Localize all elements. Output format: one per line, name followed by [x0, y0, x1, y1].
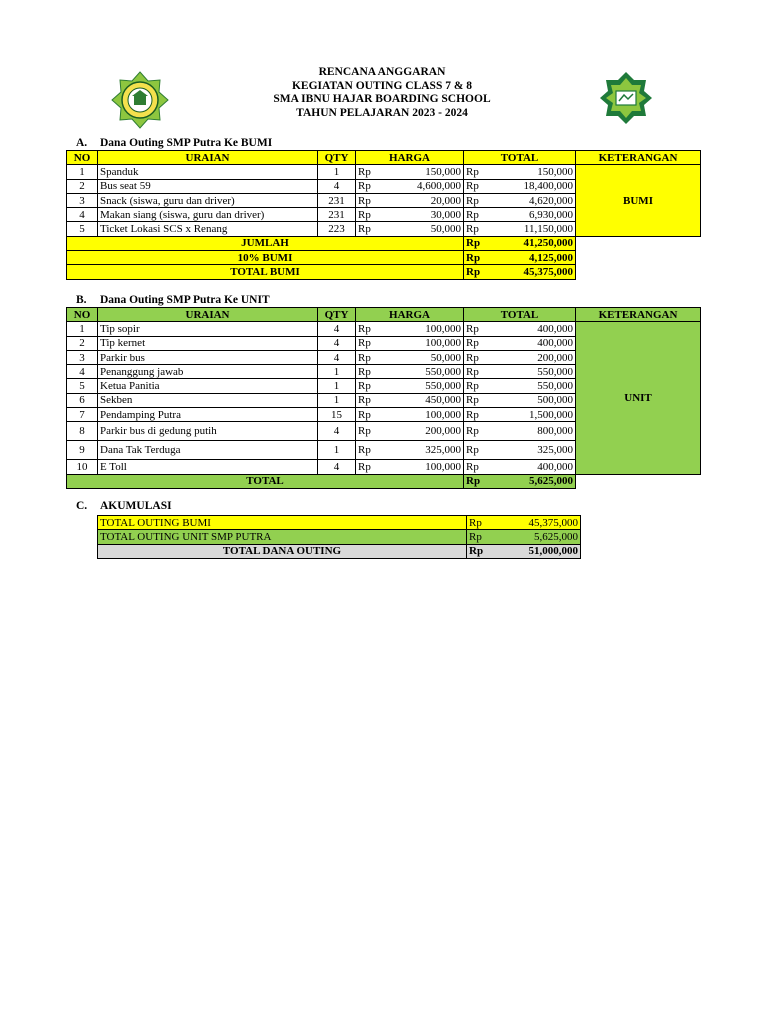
row-uraian: Spanduk — [98, 165, 318, 179]
section-c-letter: C. — [76, 500, 88, 512]
row-total-currency: Rp — [464, 422, 490, 441]
table-c — [97, 515, 581, 559]
total-bumi-value: 45,375,000 — [490, 265, 576, 279]
row-no: 6 — [67, 393, 98, 407]
row-harga-currency: Rp — [356, 365, 382, 379]
row-uraian: Snack (siswa, guru dan driver) — [98, 193, 318, 207]
row-harga: 325,000 — [382, 441, 464, 460]
row-qty: 231 — [318, 208, 356, 222]
row-harga-currency: Rp — [356, 208, 382, 222]
total-dana-label: TOTAL DANA OUTING — [98, 544, 467, 558]
document-title — [200, 66, 564, 120]
row-harga: 100,000 — [382, 408, 464, 422]
table-row — [67, 322, 701, 336]
currency-label: Rp — [464, 265, 490, 279]
star-octagon-logo-icon — [594, 70, 658, 126]
row-qty: 4 — [318, 336, 356, 350]
pct-value: 4,125,000 — [490, 251, 576, 265]
title-line-2: KEGIATAN OUTING CLASS 7 & 8 — [291, 79, 473, 92]
keterangan-cell: BUMI — [576, 165, 701, 236]
row-total: 4,620,000 — [490, 193, 576, 207]
row-harga-currency: Rp — [356, 322, 382, 336]
akumulasi-unit-label: TOTAL OUTING UNIT SMP PUTRA — [98, 530, 467, 544]
row-harga-currency: Rp — [356, 422, 382, 441]
row-no: 1 — [67, 322, 98, 336]
row-uraian: Tip kernet — [98, 336, 318, 350]
row-harga-currency: Rp — [356, 460, 382, 474]
akumulasi-bumi-label: TOTAL OUTING BUMI — [98, 516, 467, 530]
row-total: 200,000 — [490, 350, 576, 364]
row-total: 1,500,000 — [490, 408, 576, 422]
row-qty: 1 — [318, 441, 356, 460]
row-qty: 4 — [318, 460, 356, 474]
table-a — [66, 150, 701, 280]
col-no: NO — [67, 151, 98, 165]
row-harga: 20,000 — [382, 193, 464, 207]
row-qty: 1 — [318, 165, 356, 179]
jumlah-value: 41,250,000 — [490, 236, 576, 250]
col-qty: QTY — [318, 151, 356, 165]
col-keterangan: KETERANGAN — [576, 151, 701, 165]
row-qty: 1 — [318, 393, 356, 407]
col-no: NO — [67, 308, 98, 322]
table-a-header — [67, 151, 701, 165]
row-harga-currency: Rp — [356, 441, 382, 460]
table-b-header — [67, 308, 701, 322]
row-harga-currency: Rp — [356, 379, 382, 393]
row-qty: 231 — [318, 193, 356, 207]
section-c-title: AKUMULASI — [100, 500, 172, 512]
row-harga: 100,000 — [382, 322, 464, 336]
row-total-currency: Rp — [464, 393, 490, 407]
row-total-currency: Rp — [464, 208, 490, 222]
row-total: 6,930,000 — [490, 208, 576, 222]
row-total-currency: Rp — [464, 379, 490, 393]
row-no: 3 — [67, 193, 98, 207]
row-harga-currency: Rp — [356, 408, 382, 422]
row-total: 550,000 — [490, 379, 576, 393]
currency-label: Rp — [464, 251, 490, 265]
currency-label: Rp — [467, 516, 493, 530]
row-harga: 50,000 — [382, 350, 464, 364]
row-total-currency: Rp — [464, 460, 490, 474]
row-harga-currency: Rp — [356, 336, 382, 350]
currency-label: Rp — [464, 474, 490, 488]
table-b — [66, 307, 701, 489]
row-uraian: Dana Tak Terduga — [98, 441, 318, 460]
row-total: 325,000 — [490, 441, 576, 460]
total-dana-value: 51,000,000 — [493, 544, 581, 558]
row-no: 5 — [67, 222, 98, 236]
row-uraian: Sekben — [98, 393, 318, 407]
col-uraian: URAIAN — [98, 151, 318, 165]
row-harga: 100,000 — [382, 336, 464, 350]
row-uraian: Penanggung jawab — [98, 365, 318, 379]
row-uraian: Bus seat 59 — [98, 179, 318, 193]
row-qty: 1 — [318, 379, 356, 393]
row-no: 8 — [67, 422, 98, 441]
row-no: 5 — [67, 379, 98, 393]
row-harga-currency: Rp — [356, 193, 382, 207]
akumulasi-row-bumi — [98, 516, 581, 530]
row-total: 550,000 — [490, 365, 576, 379]
row-no: 1 — [67, 165, 98, 179]
row-harga-currency: Rp — [356, 165, 382, 179]
row-total-currency: Rp — [464, 336, 490, 350]
row-qty: 1 — [318, 365, 356, 379]
table-b-total-row — [67, 474, 701, 488]
row-total: 800,000 — [490, 422, 576, 441]
row-harga-currency: Rp — [356, 393, 382, 407]
row-harga: 4,600,000 — [382, 179, 464, 193]
row-uraian: Ketua Panitia — [98, 379, 318, 393]
section-c-heading — [76, 500, 172, 512]
section-a-letter: A. — [76, 137, 88, 149]
row-no: 4 — [67, 365, 98, 379]
row-qty: 4 — [318, 422, 356, 441]
row-harga-currency: Rp — [356, 350, 382, 364]
row-no: 3 — [67, 350, 98, 364]
total-bumi-label: TOTAL BUMI — [67, 265, 464, 279]
section-b-letter: B. — [76, 294, 87, 306]
section-a-title: Dana Outing SMP Putra Ke BUMI — [100, 137, 273, 149]
row-total-currency: Rp — [464, 408, 490, 422]
row-total: 500,000 — [490, 393, 576, 407]
row-total-currency: Rp — [464, 441, 490, 460]
section-b-heading — [76, 294, 270, 306]
row-uraian: Tip sopir — [98, 322, 318, 336]
row-harga-currency: Rp — [356, 179, 382, 193]
row-total-currency: Rp — [464, 322, 490, 336]
row-uraian: Ticket Lokasi SCS x Renang — [98, 222, 318, 236]
row-harga: 450,000 — [382, 393, 464, 407]
row-total: 400,000 — [490, 322, 576, 336]
row-total: 18,400,000 — [490, 179, 576, 193]
section-b-title: Dana Outing SMP Putra Ke UNIT — [100, 294, 270, 306]
row-harga: 50,000 — [382, 222, 464, 236]
col-keterangan: KETERANGAN — [576, 308, 701, 322]
row-no: 7 — [67, 408, 98, 422]
row-total-currency: Rp — [464, 165, 490, 179]
row-total: 150,000 — [490, 165, 576, 179]
row-no: 2 — [67, 336, 98, 350]
row-qty: 4 — [318, 350, 356, 364]
row-uraian: Parkir bus di gedung putih — [98, 422, 318, 441]
akumulasi-row-total — [98, 544, 581, 558]
currency-label: Rp — [464, 236, 490, 250]
row-total-currency: Rp — [464, 193, 490, 207]
table-a-pct-row — [67, 251, 701, 265]
col-harga: HARGA — [356, 151, 464, 165]
row-total-currency: Rp — [464, 222, 490, 236]
akumulasi-row-unit — [98, 530, 581, 544]
school-seal-logo-icon — [110, 70, 170, 130]
akumulasi-unit-value: 5,625,000 — [493, 530, 581, 544]
col-uraian: URAIAN — [98, 308, 318, 322]
row-total: 400,000 — [490, 336, 576, 350]
table-a-jumlah-row — [67, 236, 701, 250]
row-no: 10 — [67, 460, 98, 474]
table-a-total-row — [67, 265, 701, 279]
row-total-currency: Rp — [464, 365, 490, 379]
row-qty: 223 — [318, 222, 356, 236]
row-qty: 4 — [318, 322, 356, 336]
row-harga: 30,000 — [382, 208, 464, 222]
col-qty: QTY — [318, 308, 356, 322]
row-total: 11,150,000 — [490, 222, 576, 236]
row-qty: 4 — [318, 179, 356, 193]
row-uraian: Parkir bus — [98, 350, 318, 364]
title-line-1: RENCANA ANGGARAN — [318, 66, 446, 78]
title-line-4: TAHUN PELAJARAN 2023 - 2024 — [296, 106, 468, 119]
row-harga: 150,000 — [382, 165, 464, 179]
row-harga: 200,000 — [382, 422, 464, 441]
currency-label: Rp — [467, 544, 493, 558]
title-line-3: SMA IBNU HAJAR BOARDING SCHOOL — [273, 93, 491, 105]
jumlah-label: JUMLAH — [67, 236, 464, 250]
row-harga: 550,000 — [382, 379, 464, 393]
row-total-currency: Rp — [464, 179, 490, 193]
row-harga: 550,000 — [382, 365, 464, 379]
akumulasi-bumi-value: 45,375,000 — [493, 516, 581, 530]
table-row — [67, 165, 701, 179]
row-total-currency: Rp — [464, 350, 490, 364]
row-no: 9 — [67, 441, 98, 460]
col-total: TOTAL — [464, 151, 576, 165]
row-uraian: E Toll — [98, 460, 318, 474]
total-unit-label: TOTAL — [67, 474, 464, 488]
currency-label: Rp — [467, 530, 493, 544]
section-a-heading — [76, 137, 272, 149]
row-uraian: Makan siang (siswa, guru dan driver) — [98, 208, 318, 222]
row-uraian: Pendamping Putra — [98, 408, 318, 422]
col-total: TOTAL — [464, 308, 576, 322]
row-harga: 100,000 — [382, 460, 464, 474]
total-unit-value: 5,625,000 — [490, 474, 576, 488]
row-harga-currency: Rp — [356, 222, 382, 236]
pct-label: 10% BUMI — [67, 251, 464, 265]
keterangan-cell: UNIT — [576, 322, 701, 474]
row-no: 2 — [67, 179, 98, 193]
col-harga: HARGA — [356, 308, 464, 322]
row-no: 4 — [67, 208, 98, 222]
row-total: 400,000 — [490, 460, 576, 474]
row-qty: 15 — [318, 408, 356, 422]
